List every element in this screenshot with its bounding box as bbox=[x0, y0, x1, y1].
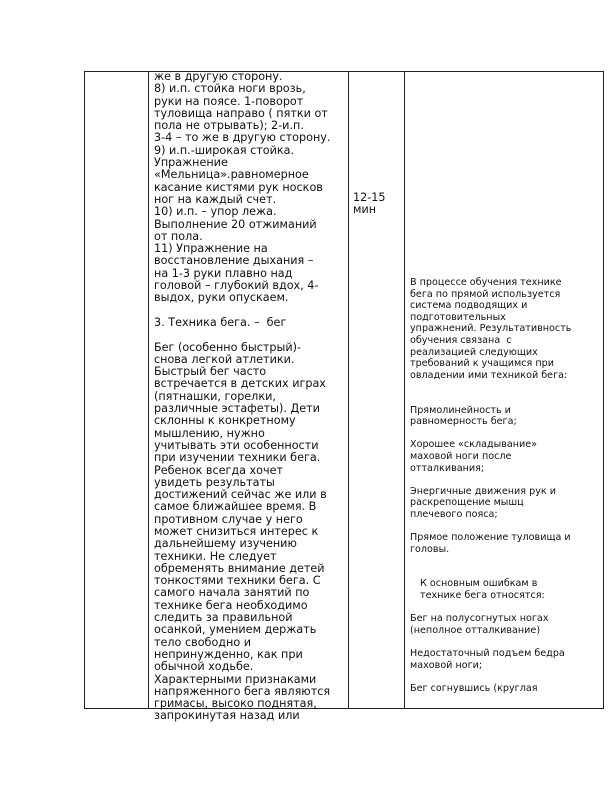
paragraph-line: гримасы, высоко поднятая, bbox=[154, 697, 317, 711]
requirement-item bbox=[410, 486, 600, 521]
exercise-line: руки на поясе. 1-поворот bbox=[154, 94, 304, 108]
paragraph-line: мышлению, нужно bbox=[154, 426, 265, 440]
paragraph-line: Быстрый бег часто bbox=[154, 365, 267, 379]
duration-line: 12-15 bbox=[353, 191, 386, 204]
paragraph-line: следить за правильной bbox=[154, 611, 293, 625]
exercise-line: 3-4 – то же в другую сторону. bbox=[154, 131, 331, 145]
paragraph-line: дальнейшему изучению bbox=[154, 537, 297, 551]
notes-intro bbox=[410, 277, 600, 381]
paragraph-line: достижений сейчас же или в bbox=[154, 488, 327, 502]
paragraph-line: осанкой, умением держать bbox=[154, 623, 317, 637]
notes-line: обучения связана с bbox=[410, 334, 512, 346]
notes-line: Хорошее «складывание» bbox=[410, 439, 538, 451]
notes-line: Бег на полусогнутых ногах bbox=[410, 613, 549, 625]
exercise-line: на 1-3 руки плавно над bbox=[154, 266, 293, 280]
duration-line: мин bbox=[353, 203, 377, 217]
notes-line: К основным ошибкам в bbox=[420, 578, 538, 590]
paragraph-line: склонны к конкретному bbox=[154, 414, 296, 428]
paragraph-line: встречается в детских играх bbox=[154, 377, 326, 391]
column-divider bbox=[404, 72, 405, 708]
exercise-line: 10) и.п. – упор лежа. bbox=[154, 205, 277, 219]
paragraph-line: тонкостями техники бега. С bbox=[154, 574, 321, 588]
paragraph-line: Бег (особенно быстрый)- bbox=[154, 340, 302, 354]
exercise-line: пола не отрывать); 2-и.п. bbox=[154, 119, 304, 133]
exercise-line: 8) и.п. стойка ноги врозь, bbox=[154, 82, 306, 96]
notes-line: равномерность бега; bbox=[410, 416, 517, 428]
paragraph-line: учитывать эти особенности bbox=[154, 438, 319, 452]
requirement-item bbox=[410, 439, 600, 474]
paragraph-line: самое ближайшее время. В bbox=[154, 500, 317, 514]
exercise-line: ног на каждый счет. bbox=[154, 192, 277, 206]
paragraph-line: самого начала занятий по bbox=[154, 586, 310, 600]
exercise-line: от пола. bbox=[154, 229, 203, 243]
duration-cell bbox=[353, 192, 401, 217]
notes-line: бега по прямой используется bbox=[410, 288, 561, 300]
notes-line: упражнений. Результативность bbox=[410, 323, 572, 335]
notes-line: технике бега относятся: bbox=[420, 590, 545, 602]
duration-text bbox=[353, 192, 401, 217]
exercise-description-cell bbox=[154, 70, 346, 723]
paragraph-line: обременять внимание детей bbox=[154, 561, 325, 575]
paragraph-line: техники. Не следует bbox=[154, 549, 277, 563]
column-divider bbox=[348, 72, 349, 708]
paragraph-line: напряженного бега являются bbox=[154, 684, 331, 698]
paragraph-line: противном случае у него bbox=[154, 512, 303, 526]
exercise-line: же в другую сторону. bbox=[154, 70, 283, 83]
methodical-notes-cell bbox=[410, 277, 600, 709]
paragraph-line: тело свободно и bbox=[154, 635, 252, 649]
requirement-item bbox=[410, 532, 600, 555]
notes-line: маховой ноги после bbox=[410, 450, 512, 462]
exercise-line: Упражнение bbox=[154, 156, 228, 170]
paragraph-line: запрокинутая назад или bbox=[154, 709, 300, 723]
exercise-line: туловища направо ( пятки от bbox=[154, 106, 328, 120]
exercise-line: 11) Упражнение на bbox=[154, 242, 268, 256]
notes-line: Прямолинейность и bbox=[410, 404, 511, 416]
lesson-table bbox=[84, 70, 604, 723]
paragraph-line: Ребенок всегда хочет bbox=[154, 463, 284, 477]
running-technique-paragraph bbox=[154, 342, 346, 723]
notes-line: подготовительных bbox=[410, 311, 506, 323]
exercise-line: головой – глубокий вдох, 4- bbox=[154, 279, 319, 293]
paragraph-line: увидеть результаты bbox=[154, 475, 275, 489]
paragraph-line: Характерными признаками bbox=[154, 672, 317, 686]
exercise-line: касание кистями рук носков bbox=[154, 180, 323, 194]
notes-line: отталкивания; bbox=[410, 462, 485, 474]
exercise-line: «Мельница».равномерное bbox=[154, 168, 309, 182]
notes-line: Прямое положение туловища и bbox=[410, 532, 571, 544]
notes-line: Энергичные движения рук и bbox=[410, 485, 556, 497]
paragraph-line: при изучении техники бега. bbox=[154, 451, 321, 465]
paragraph-line: непринужденно, как при bbox=[154, 647, 303, 661]
column-divider bbox=[148, 72, 149, 708]
error-item bbox=[410, 683, 600, 695]
section-heading: 3. Техника бега. – бег bbox=[154, 315, 287, 329]
notes-line: маховой ноги; bbox=[410, 659, 483, 671]
paragraph-line: снова легкой атлетики. bbox=[154, 352, 295, 366]
notes-line: система подводящих и bbox=[410, 300, 528, 312]
notes-line: В процессе обучения технике bbox=[410, 277, 562, 288]
notes-line: головы. bbox=[410, 543, 450, 555]
requirement-item bbox=[410, 405, 600, 428]
exercise-line: 9) и.п.-широкая стойка. bbox=[154, 143, 295, 157]
exercise-list bbox=[154, 71, 346, 305]
paragraph-line: различные эстафеты). Дети bbox=[154, 402, 320, 416]
paragraph-line: (пятнашки, горелки, bbox=[154, 389, 276, 403]
errors-heading bbox=[410, 578, 600, 601]
notes-line: (неполное отталкивание) bbox=[410, 624, 541, 636]
notes-line: овладении ими техникой бега: bbox=[410, 369, 568, 381]
notes-line: Бег согнувшись (круглая bbox=[410, 682, 538, 694]
error-item bbox=[410, 613, 600, 636]
paragraph-line: технике бега необходимо bbox=[154, 598, 308, 612]
paragraph-line: обычной ходьбе. bbox=[154, 660, 254, 674]
exercise-line: выдох, руки опускаем. bbox=[154, 291, 289, 305]
notes-line: плечевого пояса; bbox=[410, 508, 498, 520]
exercise-line: Выполнение 20 отжиманий bbox=[154, 217, 317, 231]
paragraph-line: может снизиться интерес к bbox=[154, 524, 319, 538]
exercise-line: восстановление дыхания – bbox=[154, 254, 314, 268]
notes-line: Недостаточный подъем бедра bbox=[410, 648, 565, 659]
notes-line: реализацией следующих bbox=[410, 346, 538, 358]
error-item bbox=[410, 648, 600, 671]
notes-line: требований к учащимся при bbox=[410, 358, 554, 370]
notes-line: раскрепощение мышц bbox=[410, 497, 524, 509]
